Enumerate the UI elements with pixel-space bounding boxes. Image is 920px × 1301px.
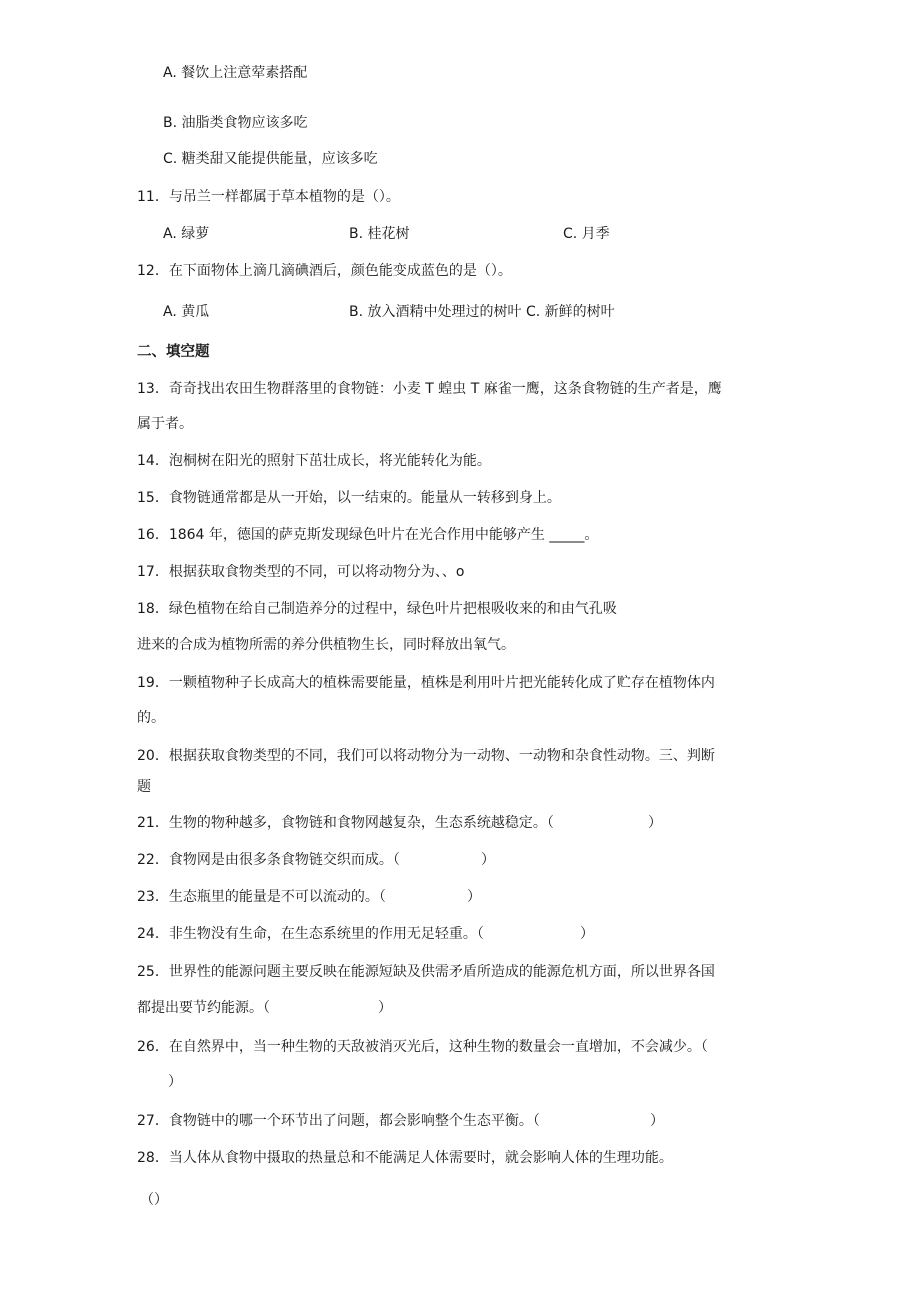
question-number: 12 (137, 263, 155, 279)
question-number: 21 (137, 815, 155, 831)
question-13-cont: 属于者。 (137, 416, 193, 432)
question-20 (137, 746, 715, 766)
question-text: ．在自然界中，当一种生物的天敌被消灭光后，这种生物的数量会一直增加，不会减少。（ (154, 1039, 708, 1055)
question-text: ．绿色植物在给自己制造养分的过程中，绿色叶片把根吸收来的和由气孔吸 (154, 601, 617, 617)
q12-option-a: A. 黄瓜 (163, 304, 210, 320)
question-text: ．生态瓶里的能量是不可以流动的。（ (154, 889, 386, 905)
question-text: ．泡桐树在阳光的照射下茁壮成长，将光能转化为能。 (154, 453, 491, 469)
question-text: ．食物链通常都是从一开始，以一结束的。能量从一转移到身上。 (154, 490, 561, 506)
question-number: 17 (137, 564, 155, 580)
question-number: 15 (137, 490, 155, 506)
question-number: 28 (137, 1150, 155, 1166)
question-18 (137, 599, 617, 619)
q10-option-b: B. 油脂类食物应该多吃 (163, 115, 308, 131)
question-28-cont: （） (140, 1192, 168, 1208)
question-text: ．当人体从食物中摄取的热量总和不能满足人体需要时，就会影响人体的生理功能。 (154, 1150, 673, 1166)
question-16 (137, 525, 598, 545)
answer-paren-close: ） (580, 926, 594, 942)
answer-paren-close: ） (650, 1113, 664, 1129)
q10-option-a: A. 餐饮上注意荤素搭配 (163, 65, 308, 81)
question-26-cont: ） (168, 1074, 182, 1090)
question-22 (137, 850, 400, 870)
question-number: 20 (137, 748, 155, 764)
question-17 (137, 562, 464, 582)
question-text: ．非生物没有生命，在生态系统里的作用无足轻重。（ (154, 926, 484, 942)
answer-paren-close: ） (378, 1000, 392, 1016)
question-26 (137, 1037, 708, 1057)
question-text: ．与吊兰一样都属于草本植物的是（）。 (154, 189, 400, 205)
question-20-cont: 题 (137, 779, 151, 795)
question-19 (137, 673, 715, 693)
question-28 (137, 1148, 673, 1168)
question-number: 13 (137, 381, 155, 397)
question-number: 14 (137, 453, 155, 469)
q11-option-c: C. 月季 (563, 226, 610, 242)
question-11 (137, 187, 400, 207)
question-text: ．在下面物体上滴几滴碘酒后，颜色能变成蓝色的是（）。 (154, 263, 512, 279)
question-number: 23 (137, 889, 155, 905)
question-18-cont: 进来的合成为植物所需的养分供植物生长，同时释放出氧气。 (137, 637, 515, 653)
question-number: 16 (137, 527, 155, 543)
q11-option-a: A. 绿萝 (163, 226, 210, 242)
q11-option-b: B. 桂花树 (349, 226, 410, 242)
question-15 (137, 488, 561, 508)
question-text: ．根据获取食物类型的不同，我们可以将动物分为一动物、一动物和杂食性动物。三、判断 (154, 748, 715, 764)
question-25-cont: 都提出要节约能源。（ (137, 1000, 270, 1016)
question-text: ．世界性的能源问题主要反映在能源短缺及供需矛盾所造成的能源危机方面，所以世界各国 (154, 964, 715, 980)
question-text: ．一颗植物种子长成高大的植株需要能量，植株是利用叶片把光能转化成了贮存在植物体内 (154, 675, 715, 691)
question-number: 25 (137, 964, 155, 980)
question-text: ．食物网是由很多条食物链交织而成。（ (154, 852, 400, 868)
question-number: 27 (137, 1113, 155, 1129)
answer-paren-close: ） (481, 852, 495, 868)
answer-paren-close: ） (648, 815, 662, 831)
question-25 (137, 962, 715, 982)
section-heading-fill-blank: 二、填空题 (137, 344, 210, 360)
question-text: ．食物链中的哪一个环节出了问题，都会影响整个生态平衡。（ (154, 1113, 540, 1129)
answer-paren-close: ） (467, 889, 481, 905)
question-27 (137, 1111, 540, 1131)
question-number: 24 (137, 926, 155, 942)
question-number: 18 (137, 601, 155, 617)
question-text: ．根据获取食物类型的不同，可以将动物分为、、o (154, 564, 465, 580)
question-21 (137, 813, 554, 833)
question-text: ．生物的物种越多，食物链和食物网越复杂，生态系统越稳定。（ (154, 815, 554, 831)
question-24 (137, 924, 484, 944)
question-number: 26 (137, 1039, 155, 1055)
question-number: 19 (137, 675, 155, 691)
question-text: ．1864 年，德国的萨克斯发现绿色叶片在光合作用中能够产生 _____。 (154, 527, 599, 543)
question-text: ．奇奇找出农田生物群落里的食物链：小麦 T 蝗虫 T 麻雀一鹰，这条食物链的生产者是，鹰 (154, 381, 722, 397)
question-number: 22 (137, 852, 155, 868)
q10-option-c: C. 糖类甜又能提供能量，应该多吃 (163, 151, 378, 167)
question-19-cont: 的。 (137, 710, 165, 726)
question-23 (137, 887, 386, 907)
question-number: 11 (137, 189, 155, 205)
question-14 (137, 451, 491, 471)
question-12 (137, 261, 512, 281)
question-13 (137, 379, 722, 399)
q12-option-bc: B. 放入酒精中处理过的树叶 C. 新鲜的树叶 (349, 304, 615, 320)
